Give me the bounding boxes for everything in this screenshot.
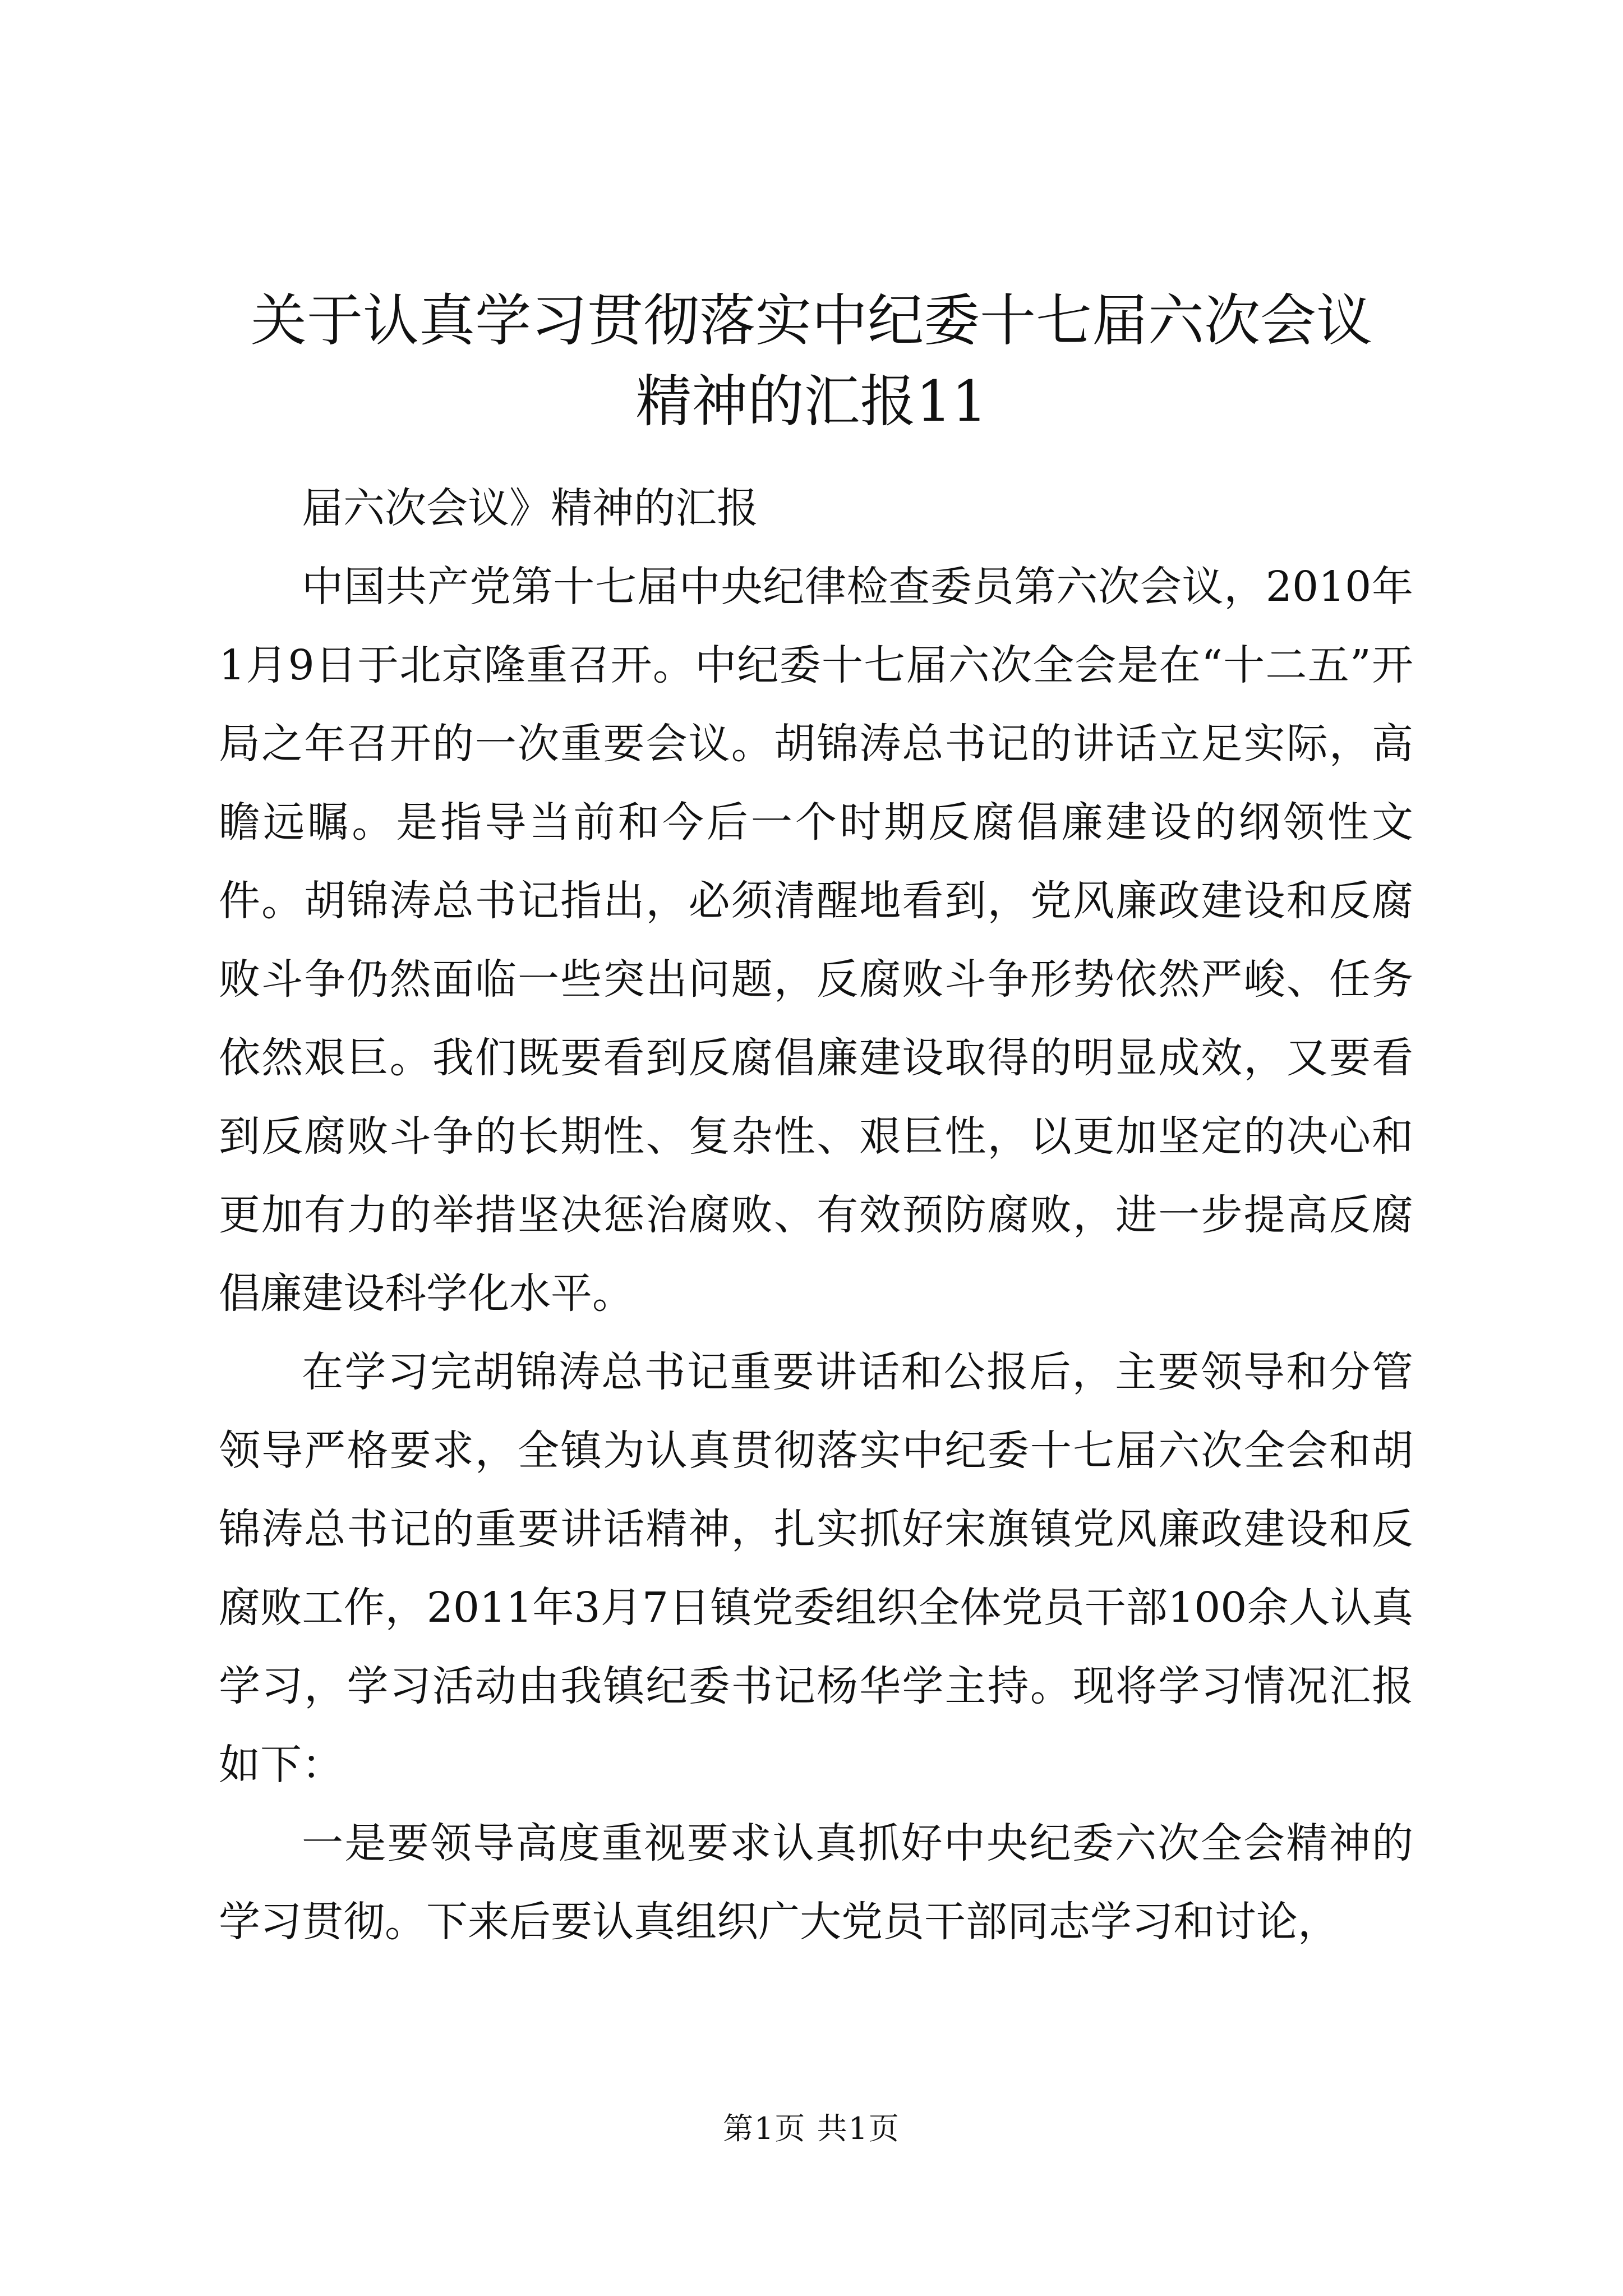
paragraph-intro: 届六次会议》精神的汇报 (302, 484, 758, 532)
document-body (219, 469, 1413, 1961)
paragraph-study: 在学习完胡锦涛总书记重要讲话和公报后，主要领导和分管领导严格要求，全镇为认真贯彻落实中纪委十七届六次全会和胡锦涛总书记的重要讲话精神，扎实抓好宋旗镇党风廉政建设和反腐败工作，2011年3月7日镇党委组织全体党员干部100余人认真学习，学习活动由我镇纪委书记杨华学主持。现将学习情况汇报如下： (219, 1348, 1413, 1789)
paragraph-point-one: 一是要领导高度重视要求认真抓好中央纪委六次全会精神的学习贯彻。下来后要认真组织广大党员干部同志学习和讨论， (219, 1819, 1413, 1946)
title-line-1: 关于认真学习贯彻落实中纪委十七届六次会议 (251, 288, 1372, 353)
title-line-2: 精神的汇报11 (635, 369, 988, 434)
document-title (168, 280, 1455, 442)
page-footer: 第1页 共1页 (723, 2111, 900, 2146)
paragraph-meeting: 中国共产党第十七届中央纪律检查委员第六次会议，2010年1月9日于北京隆重召开。中纪委十七届六次全会是在“十二五”开局之年召开的一次重要会议。胡锦涛总书记的讲话立足实际，高瞻远瞩。是指导当前和今后一个时期反腐倡廉建设的纲领性文件。胡锦涛总书记指出，必须清醒地看到，党风廉政建设和反腐败斗争仍然面临一些突出问题，反腐败斗争形势依然严峻、任务依然艰巨。我们既要看到反腐倡廉建设取得的明显成效，又要看到反腐败斗争的长期性、复杂性、艰巨性，以更加坚定的决心和更加有力的举措坚决惩治腐败、有效预防腐败，进一步提高反腐倡廉建设科学化水平。 (219, 563, 1413, 1318)
